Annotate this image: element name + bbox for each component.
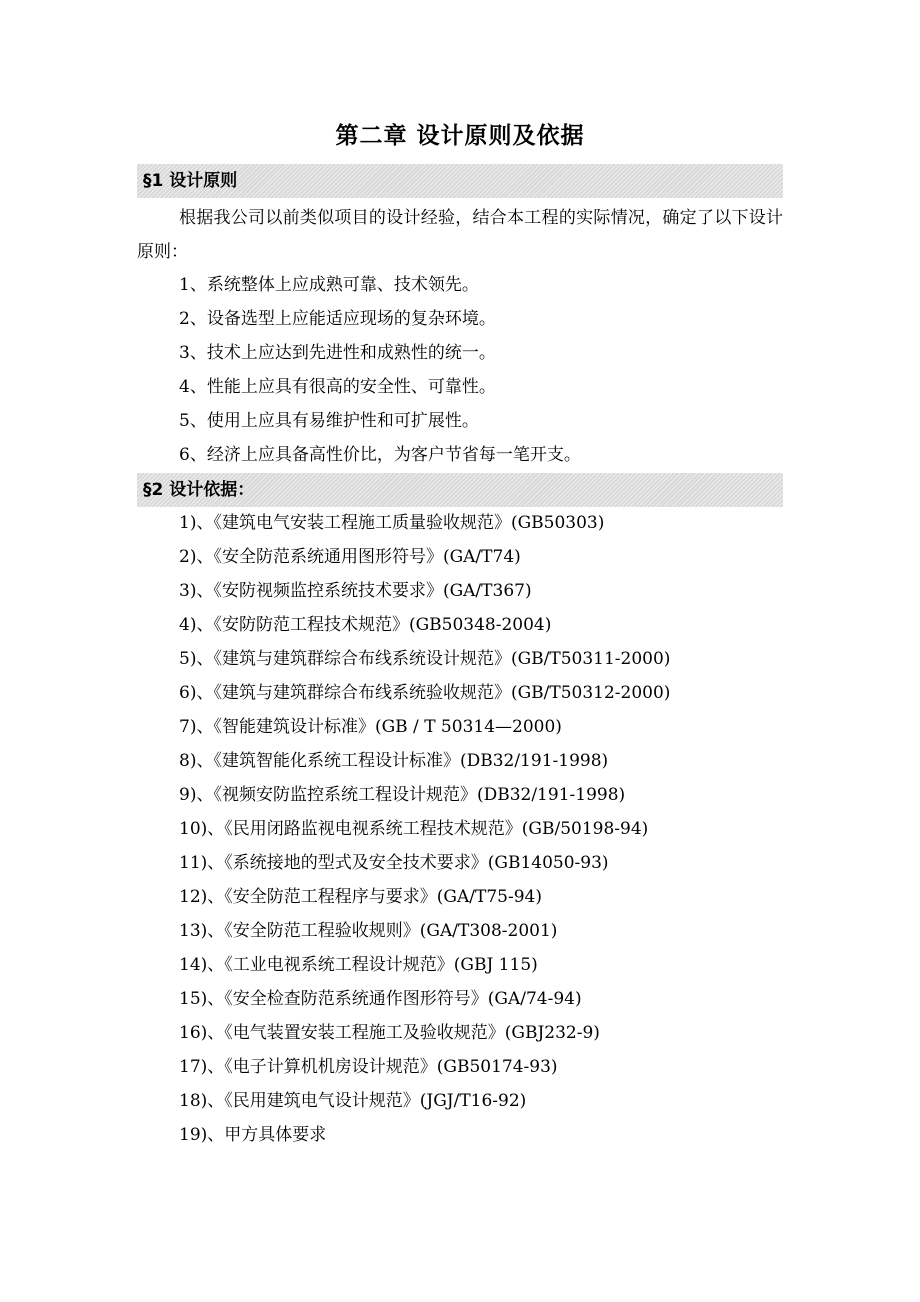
list-item: 18)、《民用建筑电气设计规范》(JGJ/T16-92) — [179, 1091, 527, 1111]
list-item: 6、经济上应具备高性价比，为客户节省每一笔开支。 — [179, 445, 581, 465]
list-item: 3、技术上应达到先进性和成熟性的统一。 — [179, 343, 496, 363]
list-item: 10)、《民用闭路监视电视系统工程技术规范》(GB/50198-94) — [179, 819, 649, 839]
principles-list — [179, 268, 783, 472]
list-item: 9)、《视频安防监控系统工程设计规范》(DB32/191-1998) — [179, 785, 626, 805]
section-header-basis — [137, 473, 783, 507]
list-item: 1、系统整体上应成熟可靠、技术领先。 — [179, 275, 479, 295]
basis-list — [179, 506, 783, 1152]
list-item: 17)、《电子计算机机房设计规范》(GB50174-93) — [179, 1057, 558, 1077]
list-item: 3)、《安防视频监控系统技术要求》(GA/T367) — [179, 581, 532, 601]
list-item: 12)、《安全防范工程程序与要求》(GA/T75-94) — [179, 887, 542, 907]
page-title: 第二章 设计原则及依据 — [335, 123, 585, 149]
list-item: 5)、《建筑与建筑群综合布线系统设计规范》(GB/T50311-2000) — [179, 649, 671, 669]
list-item: 15)、《安全检查防范系统通作图形符号》(GA/74-94) — [179, 989, 582, 1009]
list-item: 2)、《安全防范系统通用图形符号》(GA/T74) — [179, 547, 521, 567]
list-item: 19)、甲方具体要求 — [179, 1125, 327, 1145]
list-item: 16)、《电气装置安装工程施工及验收规范》(GBJ232-9) — [179, 1023, 600, 1043]
list-item: 7)、《智能建筑设计标准》(GB / T 50314—2000) — [179, 717, 562, 737]
list-item: 8)、《建筑智能化系统工程设计标准》(DB32/191-1998) — [179, 751, 609, 771]
list-item: 11)、《系统接地的型式及安全技术要求》(GB14050-93) — [179, 853, 609, 873]
section-heading: §1 设计原则 — [143, 171, 238, 191]
list-item: 13)、《安全防范工程验收规则》(GA/T308-2001) — [179, 921, 558, 941]
list-item: 14)、《工业电视系统工程设计规范》(GBJ 115) — [179, 955, 538, 975]
list-item: 5、使用上应具有易维护性和可扩展性。 — [179, 411, 479, 431]
list-item: 6)、《建筑与建筑群综合布线系统验收规范》(GB/T50312-2000) — [179, 683, 671, 703]
intro-paragraph: 根据我公司以前类似项目的设计经验，结合本工程的实际情况，确定了以下设计原则： — [137, 208, 783, 262]
list-item: 4)、《安防防范工程技术规范》(GB50348-2004) — [179, 615, 552, 635]
section-header-principles — [137, 164, 783, 198]
section-heading: §2 设计依据： — [143, 480, 255, 500]
list-item: 2、设备选型上应能适应现场的复杂环境。 — [179, 309, 496, 329]
list-item: 1)、《建筑电气安装工程施工质量验收规范》(GB50303) — [179, 513, 605, 533]
list-item: 4、性能上应具有很高的安全性、可靠性。 — [179, 377, 496, 397]
